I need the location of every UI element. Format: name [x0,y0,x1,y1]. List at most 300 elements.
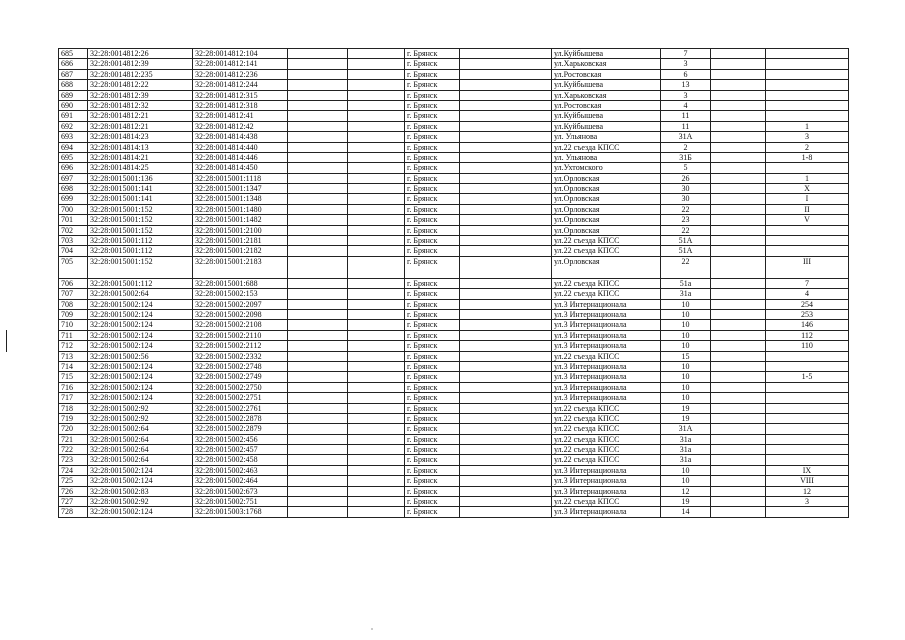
empty-cell [348,142,405,152]
cadastral-number-parcel: 32:28:0014814:23 [88,132,193,142]
apartment-cell [766,424,849,434]
empty-cell [288,111,348,121]
empty-cell [460,299,552,309]
house-number-cell: 14 [661,507,711,517]
cadastral-number-parcel: 32:28:0015001:112 [88,236,193,246]
row-number: 723 [59,455,88,465]
cadastral-number-object: 32:28:0014812:42 [193,121,288,131]
empty-cell [288,278,348,288]
empty-cell [288,455,348,465]
empty-cell [460,132,552,142]
empty-cell [348,49,405,59]
empty-cell [711,330,766,340]
row-number: 699 [59,194,88,204]
cadastral-number-parcel: 32:28:0015002:124 [88,361,193,371]
cadastral-number-parcel: 32:28:0015001:136 [88,173,193,183]
street-cell: ул.3 Интернационала [552,476,661,486]
table-row [59,132,849,142]
empty-cell [711,80,766,90]
cadastral-number-object: 32:28:0015002:2097 [193,299,288,309]
row-number: 688 [59,80,88,90]
house-number-cell: 19 [661,403,711,413]
cadastral-number-parcel: 32:28:0015002:124 [88,372,193,382]
table-row [59,142,849,152]
apartment-cell [766,90,849,100]
house-number-cell: 6 [661,69,711,79]
empty-cell [711,142,766,152]
empty-cell [711,111,766,121]
house-number-cell: 3 [661,90,711,100]
empty-cell [348,69,405,79]
apartment-cell: 110 [766,341,849,351]
empty-cell [288,59,348,69]
city-cell: г. Брянск [405,215,460,225]
empty-cell [348,372,405,382]
empty-cell [711,246,766,256]
empty-cell [460,173,552,183]
empty-cell [460,455,552,465]
empty-cell [460,465,552,475]
city-cell: г. Брянск [405,372,460,382]
street-cell: ул.Харьковская [552,59,661,69]
street-cell: ул.Ростовская [552,69,661,79]
house-number-cell: 51А [661,246,711,256]
street-cell: ул.22 съезда КПСС [552,403,661,413]
row-number: 691 [59,111,88,121]
empty-cell [711,163,766,173]
empty-cell [460,403,552,413]
apartment-cell [766,455,849,465]
apartment-cell: 253 [766,309,849,319]
empty-cell [711,497,766,507]
cadastral-number-object: 32:28:0014812:244 [193,80,288,90]
street-cell: ул.22 съезда КПСС [552,236,661,246]
cadastral-number-object: 32:28:0015002:2878 [193,413,288,423]
cadastral-number-parcel: 32:28:0014812:21 [88,111,193,121]
city-cell: г. Брянск [405,403,460,413]
empty-cell [348,476,405,486]
empty-cell [288,486,348,496]
empty-cell [711,341,766,351]
empty-cell [711,69,766,79]
city-cell: г. Брянск [405,309,460,319]
empty-cell [711,393,766,403]
table-row [59,173,849,183]
apartment-cell: 4 [766,289,849,299]
house-number-cell: 30 [661,184,711,194]
row-number: 725 [59,476,88,486]
empty-cell [460,111,552,121]
street-cell: ул.3 Интернационала [552,330,661,340]
empty-cell [711,225,766,235]
empty-cell [348,215,405,225]
empty-cell [348,507,405,517]
empty-cell [711,236,766,246]
empty-cell [711,351,766,361]
apartment-cell [766,163,849,173]
cadastral-number-parcel: 32:28:0015002:56 [88,351,193,361]
empty-cell [711,413,766,423]
cadastral-number-object: 32:28:0015002:464 [193,476,288,486]
empty-cell [348,403,405,413]
apartment-cell: I [766,194,849,204]
street-cell: ул.22 съезда КПСС [552,434,661,444]
empty-cell [711,204,766,214]
table-row [59,163,849,173]
table-row [59,256,849,278]
table-row [59,215,849,225]
empty-cell [711,49,766,59]
cadastral-number-parcel: 32:28:0015002:124 [88,465,193,475]
row-number: 694 [59,142,88,152]
table-row [59,424,849,434]
empty-cell [288,393,348,403]
empty-cell [711,361,766,371]
apartment-cell: 3 [766,132,849,142]
table-row [59,194,849,204]
table-row [59,289,849,299]
cadastral-number-object: 32:28:0015001:2181 [193,236,288,246]
empty-cell [460,372,552,382]
city-cell: г. Брянск [405,121,460,131]
table-row [59,445,849,455]
empty-cell [288,330,348,340]
city-cell: г. Брянск [405,507,460,517]
street-cell: ул.3 Интернационала [552,382,661,392]
empty-cell [288,403,348,413]
cadastral-number-object: 32:28:0015001:688 [193,278,288,288]
empty-cell [348,361,405,371]
street-cell: ул.22 съезда КПСС [552,289,661,299]
empty-cell [348,152,405,162]
empty-cell [348,59,405,69]
empty-cell [460,434,552,444]
cadastral-number-parcel: 32:28:0015002:124 [88,382,193,392]
row-number: 705 [59,256,88,278]
house-number-cell: 10 [661,382,711,392]
empty-cell [288,163,348,173]
cadastral-number-parcel: 32:28:0015002:124 [88,341,193,351]
street-cell: ул.3 Интернационала [552,465,661,475]
cadastral-number-object: 32:28:0015001:1348 [193,194,288,204]
empty-cell [460,204,552,214]
cadastral-number-object: 32:28:0015001:1118 [193,173,288,183]
apartment-cell [766,393,849,403]
empty-cell [711,465,766,475]
table-row [59,434,849,444]
empty-cell [460,49,552,59]
empty-cell [288,100,348,110]
empty-cell [288,236,348,246]
house-number-cell: 10 [661,330,711,340]
row-number: 713 [59,351,88,361]
apartment-cell: 1-5 [766,372,849,382]
empty-cell [288,215,348,225]
city-cell: г. Брянск [405,497,460,507]
house-number-cell: 19 [661,413,711,423]
empty-cell [348,100,405,110]
cadastral-number-parcel: 32:28:0015002:124 [88,320,193,330]
empty-cell [288,194,348,204]
cadastral-number-parcel: 32:28:0015001:112 [88,278,193,288]
cadastral-number-parcel: 32:28:0014814:25 [88,163,193,173]
empty-cell [460,278,552,288]
empty-cell [348,413,405,423]
city-cell: г. Брянск [405,486,460,496]
row-number: 696 [59,163,88,173]
empty-cell [711,424,766,434]
city-cell: г. Брянск [405,173,460,183]
row-number: 720 [59,424,88,434]
house-number-cell: 31Б [661,152,711,162]
apartment-cell [766,69,849,79]
table-row [59,59,849,69]
city-cell: г. Брянск [405,382,460,392]
empty-cell [288,90,348,100]
cadastral-number-object: 32:28:0015002:2112 [193,341,288,351]
city-cell: г. Брянск [405,225,460,235]
empty-cell [348,289,405,299]
empty-cell [460,413,552,423]
cadastral-number-object: 32:28:0015001:1480 [193,204,288,214]
empty-cell [460,256,552,278]
empty-cell [460,163,552,173]
street-cell: ул.3 Интернационала [552,507,661,517]
street-cell: ул.3 Интернационала [552,299,661,309]
house-number-cell: 10 [661,309,711,319]
cadastral-number-parcel: 32:28:0014812:235 [88,69,193,79]
empty-cell [348,163,405,173]
house-number-cell: 31а [661,455,711,465]
row-number: 711 [59,330,88,340]
row-number: 712 [59,341,88,351]
empty-cell [288,445,348,455]
empty-cell [288,299,348,309]
empty-cell [460,215,552,225]
street-cell: ул.Куйбышева [552,49,661,59]
empty-cell [288,507,348,517]
table-row [59,121,849,131]
table-row [59,225,849,235]
empty-cell [348,382,405,392]
empty-cell [348,434,405,444]
empty-cell [711,320,766,330]
apartment-cell: II [766,204,849,214]
table-row [59,351,849,361]
empty-cell [288,497,348,507]
row-number: 690 [59,100,88,110]
empty-cell [348,351,405,361]
cadastral-number-object: 32:28:0015001:2183 [193,256,288,278]
apartment-cell [766,80,849,90]
house-number-cell: 22 [661,225,711,235]
empty-cell [288,173,348,183]
apartment-cell: 1-8 [766,152,849,162]
row-number: 695 [59,152,88,162]
city-cell: г. Брянск [405,132,460,142]
row-number: 724 [59,465,88,475]
apartment-cell [766,507,849,517]
empty-cell [460,194,552,204]
table-row [59,372,849,382]
empty-cell [460,100,552,110]
street-cell: ул.Орловская [552,204,661,214]
empty-cell [460,184,552,194]
table-row [59,361,849,371]
row-number: 697 [59,173,88,183]
apartment-cell: 1 [766,173,849,183]
cadastral-number-object: 32:28:0015002:153 [193,289,288,299]
cadastral-number-object: 32:28:0015002:2879 [193,424,288,434]
cadastral-number-object: 32:28:0014812:318 [193,100,288,110]
empty-cell [348,465,405,475]
apartment-cell [766,225,849,235]
house-number-cell: 13 [661,80,711,90]
empty-cell [711,152,766,162]
empty-cell [288,152,348,162]
cadastral-number-object: 32:28:0014812:315 [193,90,288,100]
table-row [59,246,849,256]
empty-cell [711,59,766,69]
table-row [59,80,849,90]
table-row [59,341,849,351]
empty-cell [348,320,405,330]
empty-cell [711,372,766,382]
house-number-cell: 10 [661,465,711,475]
empty-cell [348,132,405,142]
apartment-cell [766,445,849,455]
street-cell: ул.Ростовская [552,100,661,110]
apartment-cell: 2 [766,142,849,152]
empty-cell [288,204,348,214]
empty-cell [711,100,766,110]
empty-cell [460,59,552,69]
empty-cell [460,69,552,79]
row-number: 706 [59,278,88,288]
house-number-cell: 10 [661,320,711,330]
cadastral-number-parcel: 32:28:0015002:64 [88,455,193,465]
empty-cell [288,225,348,235]
empty-cell [711,476,766,486]
empty-cell [460,309,552,319]
empty-cell [348,486,405,496]
cadastral-number-object: 32:28:0015002:2108 [193,320,288,330]
empty-cell [348,330,405,340]
empty-cell [348,80,405,90]
cadastral-number-object: 32:28:0014814:438 [193,132,288,142]
cadastral-number-parcel: 32:28:0015001:141 [88,194,193,204]
house-number-cell: 26 [661,173,711,183]
empty-cell [288,256,348,278]
empty-cell [460,507,552,517]
empty-cell [288,246,348,256]
table-row [59,90,849,100]
row-number: 715 [59,372,88,382]
table-row [59,465,849,475]
cadastral-number-parcel: 32:28:0015002:124 [88,309,193,319]
city-cell: г. Брянск [405,341,460,351]
empty-cell [348,184,405,194]
empty-cell [348,111,405,121]
city-cell: г. Брянск [405,142,460,152]
empty-cell [348,445,405,455]
empty-cell [711,434,766,444]
table-row [59,497,849,507]
apartment-cell [766,100,849,110]
table-row [59,382,849,392]
street-cell: ул.22 съезда КПСС [552,413,661,423]
empty-cell [460,445,552,455]
city-cell: г. Брянск [405,80,460,90]
row-number: 728 [59,507,88,517]
city-cell: г. Брянск [405,320,460,330]
empty-cell [711,132,766,142]
empty-cell [288,80,348,90]
empty-cell [288,320,348,330]
row-number: 689 [59,90,88,100]
row-number: 701 [59,215,88,225]
street-cell: ул.22 съезда КПСС [552,497,661,507]
table-row [59,111,849,121]
street-cell: ул.3 Интернационала [552,486,661,496]
table-row [59,455,849,465]
table-row [59,49,849,59]
row-number: 700 [59,204,88,214]
table-row [59,393,849,403]
apartment-cell [766,413,849,423]
empty-cell [711,507,766,517]
apartment-cell [766,382,849,392]
empty-cell [711,184,766,194]
empty-cell [288,434,348,444]
city-cell: г. Брянск [405,100,460,110]
cadastral-number-parcel: 32:28:0015002:92 [88,497,193,507]
apartment-cell: III [766,256,849,278]
cadastral-number-parcel: 32:28:0014814:21 [88,152,193,162]
house-number-cell: 11 [661,121,711,131]
row-number: 703 [59,236,88,246]
empty-cell [288,69,348,79]
table-row [59,309,849,319]
table-row [59,278,849,288]
house-number-cell: 22 [661,204,711,214]
empty-cell [288,289,348,299]
empty-cell [460,142,552,152]
street-cell: ул.3 Интернационала [552,320,661,330]
cadastral-number-object: 32:28:0014812:236 [193,69,288,79]
house-number-cell: 10 [661,372,711,382]
row-number: 692 [59,121,88,131]
city-cell: г. Брянск [405,246,460,256]
apartment-cell: IX [766,465,849,475]
empty-cell [348,299,405,309]
empty-cell [460,225,552,235]
table-row [59,69,849,79]
cadastral-number-object: 32:28:0015001:2100 [193,225,288,235]
empty-cell [288,372,348,382]
empty-cell [711,278,766,288]
apartment-cell: VIII [766,476,849,486]
empty-cell [711,403,766,413]
empty-cell [288,49,348,59]
street-cell: ул. Ульянова [552,152,661,162]
row-number: 709 [59,309,88,319]
empty-cell [711,382,766,392]
street-cell: ул.22 съезда КПСС [552,278,661,288]
house-number-cell: 31а [661,445,711,455]
cadastral-number-object: 32:28:0015002:458 [193,455,288,465]
street-cell: ул.Куйбышева [552,111,661,121]
